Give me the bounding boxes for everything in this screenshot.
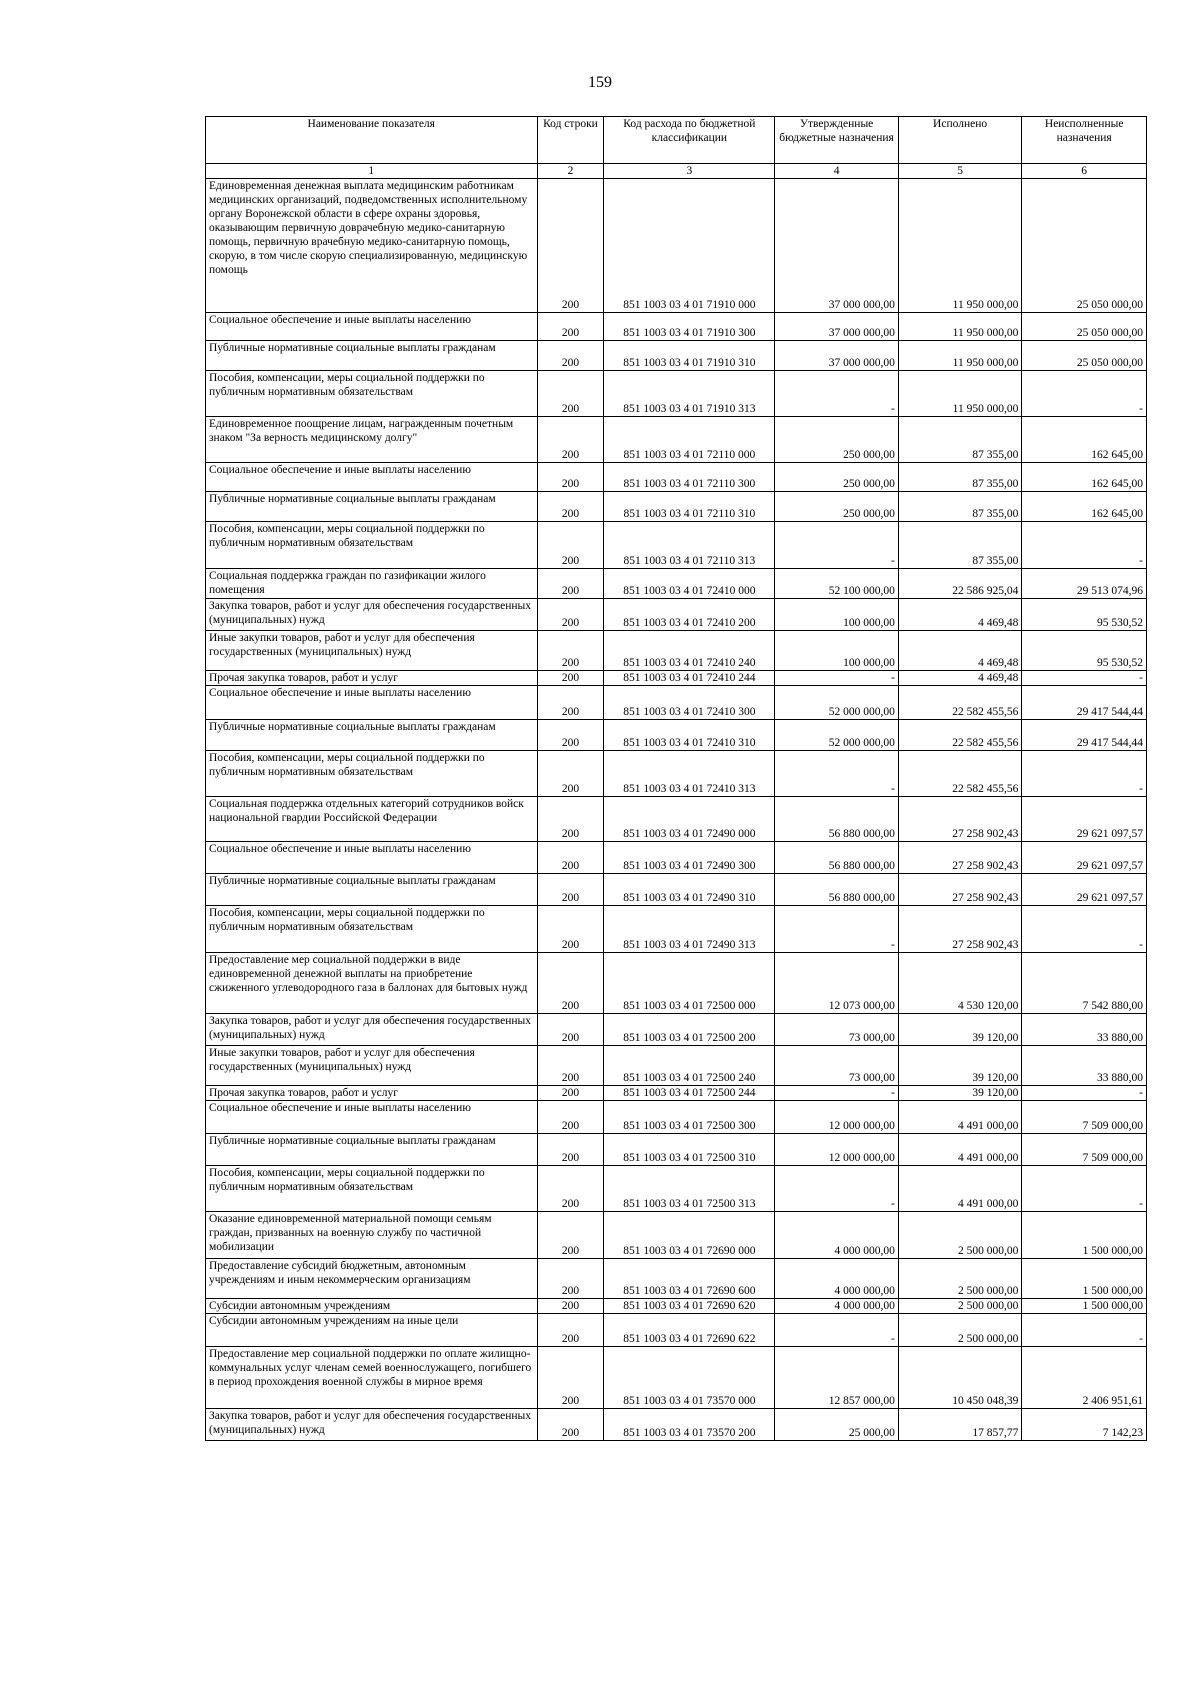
table-row (206, 1101, 1147, 1134)
table-row (206, 797, 1147, 842)
row-kbk-cell: 851 1003 03 4 01 72490 000 (604, 797, 775, 842)
row-name-cell: Публичные нормативные социальные выплаты гражданам (206, 341, 538, 371)
table-row (206, 874, 1147, 906)
row-unexecuted-cell: 33 880,00 (1022, 1014, 1147, 1046)
row-unexecuted-cell: - (1022, 751, 1147, 797)
column-number: 4 (775, 164, 899, 179)
row-code-cell: 200 (537, 599, 604, 631)
row-approved-cell: 73 000,00 (775, 1014, 899, 1046)
row-unexecuted-cell: - (1022, 1086, 1147, 1101)
table-row (206, 492, 1147, 522)
column-number: 5 (898, 164, 1022, 179)
row-unexecuted-cell: 7 509 000,00 (1022, 1101, 1147, 1134)
table-row (206, 599, 1147, 631)
row-unexecuted-cell: - (1022, 1166, 1147, 1212)
row-approved-cell: 56 880 000,00 (775, 874, 899, 906)
row-unexecuted-cell: 29 621 097,57 (1022, 874, 1147, 906)
header-kbk: Код расхода по бюджетной классификации (604, 117, 775, 164)
row-kbk-cell: 851 1003 03 4 01 72110 300 (604, 463, 775, 492)
row-unexecuted-cell: 1 500 000,00 (1022, 1259, 1147, 1299)
row-code-cell: 200 (537, 1299, 604, 1314)
row-code-cell: 200 (537, 1134, 604, 1166)
row-code-cell: 200 (537, 1259, 604, 1299)
row-kbk-cell: 851 1003 03 4 01 72500 310 (604, 1134, 775, 1166)
row-kbk-cell: 851 1003 03 4 01 71910 310 (604, 341, 775, 371)
row-kbk-cell: 851 1003 03 4 01 72500 244 (604, 1086, 775, 1101)
row-executed-cell: 17 857,77 (898, 1409, 1022, 1441)
row-code-cell: 200 (537, 631, 604, 671)
table-row (206, 1134, 1147, 1166)
table-row (206, 1046, 1147, 1086)
row-executed-cell: 4 491 000,00 (898, 1166, 1022, 1212)
table-row (206, 1299, 1147, 1314)
row-executed-cell: 10 450 048,39 (898, 1347, 1022, 1409)
row-name-cell: Пособия, компенсации, меры социальной поддержки по публичным нормативным обязательствам (206, 371, 538, 417)
row-name-cell: Пособия, компенсации, меры социальной поддержки по публичным нормативным обязательствам (206, 1166, 538, 1212)
row-name-cell: Оказание единовременной материальной помощи семьям граждан, призванных на военную службу по частичной мобилизации (206, 1212, 538, 1259)
row-approved-cell: - (775, 671, 899, 686)
row-kbk-cell: 851 1003 03 4 01 72410 000 (604, 569, 775, 599)
row-approved-cell: 52 000 000,00 (775, 686, 899, 720)
table-row (206, 720, 1147, 751)
row-unexecuted-cell: - (1022, 1314, 1147, 1347)
row-code-cell: 200 (537, 522, 604, 569)
row-unexecuted-cell: 95 530,52 (1022, 631, 1147, 671)
row-kbk-cell: 851 1003 03 4 01 73570 200 (604, 1409, 775, 1441)
row-code-cell: 200 (537, 874, 604, 906)
row-executed-cell: 4 469,48 (898, 631, 1022, 671)
table-row (206, 906, 1147, 953)
row-name-cell: Субсидии автономным учреждениям на иные цели (206, 1314, 538, 1347)
row-unexecuted-cell: - (1022, 371, 1147, 417)
table-row (206, 1086, 1147, 1101)
budget-execution-table (205, 116, 1147, 1441)
row-kbk-cell: 851 1003 03 4 01 72110 000 (604, 417, 775, 463)
row-executed-cell: 2 500 000,00 (898, 1314, 1022, 1347)
row-kbk-cell: 851 1003 03 4 01 72410 244 (604, 671, 775, 686)
table-row (206, 522, 1147, 569)
row-name-cell: Единовременное поощрение лицам, награжденным почетным знаком "За верность медицинскому долгу" (206, 417, 538, 463)
row-executed-cell: 2 500 000,00 (898, 1259, 1022, 1299)
row-kbk-cell: 851 1003 03 4 01 72690 000 (604, 1212, 775, 1259)
row-code-cell: 200 (537, 671, 604, 686)
table-row (206, 341, 1147, 371)
row-unexecuted-cell: 29 621 097,57 (1022, 797, 1147, 842)
row-unexecuted-cell: 29 417 544,44 (1022, 686, 1147, 720)
row-approved-cell: 56 880 000,00 (775, 797, 899, 842)
row-kbk-cell: 851 1003 03 4 01 72500 313 (604, 1166, 775, 1212)
row-kbk-cell: 851 1003 03 4 01 72110 313 (604, 522, 775, 569)
row-unexecuted-cell: 25 050 000,00 (1022, 341, 1147, 371)
row-name-cell: Закупка товаров, работ и услуг для обеспечения государственных (муниципальных) нужд (206, 1409, 538, 1441)
row-executed-cell: 87 355,00 (898, 463, 1022, 492)
row-executed-cell: 39 120,00 (898, 1086, 1022, 1101)
row-name-cell: Предоставление мер социальной поддержки в виде единовременной денежной выплаты на приобретение сжиженного углеводородного газа в баллонах для бытовых нужд (206, 953, 538, 1014)
row-unexecuted-cell: 25 050 000,00 (1022, 313, 1147, 341)
column-number: 2 (537, 164, 604, 179)
row-approved-cell: 100 000,00 (775, 631, 899, 671)
row-approved-cell: 100 000,00 (775, 599, 899, 631)
row-name-cell: Предоставление мер социальной поддержки по оплате жилищно-коммунальных услуг членам семей военнослужащего, погибшего в период прохождения военной службы в мирное время (206, 1347, 538, 1409)
row-kbk-cell: 851 1003 03 4 01 71910 300 (604, 313, 775, 341)
row-executed-cell: 39 120,00 (898, 1014, 1022, 1046)
row-kbk-cell: 851 1003 03 4 01 71910 313 (604, 371, 775, 417)
row-code-cell: 200 (537, 1409, 604, 1441)
row-kbk-cell: 851 1003 03 4 01 72500 000 (604, 953, 775, 1014)
row-approved-cell: - (775, 1314, 899, 1347)
table-row (206, 1014, 1147, 1046)
row-kbk-cell: 851 1003 03 4 01 72410 300 (604, 686, 775, 720)
page-number: 159 (588, 74, 612, 91)
row-executed-cell: 4 530 120,00 (898, 953, 1022, 1014)
row-unexecuted-cell: 7 142,23 (1022, 1409, 1147, 1441)
row-code-cell: 200 (537, 797, 604, 842)
row-kbk-cell: 851 1003 03 4 01 72490 310 (604, 874, 775, 906)
row-kbk-cell: 851 1003 03 4 01 72500 200 (604, 1014, 775, 1046)
row-code-cell: 200 (537, 492, 604, 522)
column-number-row (206, 164, 1147, 179)
row-approved-cell: - (775, 1086, 899, 1101)
row-kbk-cell: 851 1003 03 4 01 72410 310 (604, 720, 775, 751)
table-row (206, 417, 1147, 463)
table-row (206, 1212, 1147, 1259)
row-approved-cell: 25 000,00 (775, 1409, 899, 1441)
column-number: 6 (1022, 164, 1147, 179)
row-approved-cell: - (775, 906, 899, 953)
row-unexecuted-cell: 29 513 074,96 (1022, 569, 1147, 599)
row-kbk-cell: 851 1003 03 4 01 72490 313 (604, 906, 775, 953)
column-number: 3 (604, 164, 775, 179)
row-name-cell: Пособия, компенсации, меры социальной поддержки по публичным нормативным обязательствам (206, 522, 538, 569)
table-row (206, 371, 1147, 417)
table-row (206, 569, 1147, 599)
row-approved-cell: 12 857 000,00 (775, 1347, 899, 1409)
row-approved-cell: 4 000 000,00 (775, 1299, 899, 1314)
row-approved-cell: 12 000 000,00 (775, 1101, 899, 1134)
row-name-cell: Предоставление субсидий бюджетным, автономным учреждениям и иным некоммерческим организациям (206, 1259, 538, 1299)
row-kbk-cell: 851 1003 03 4 01 72500 300 (604, 1101, 775, 1134)
row-kbk-cell: 851 1003 03 4 01 72410 200 (604, 599, 775, 631)
table-row (206, 1259, 1147, 1299)
row-executed-cell: 22 582 455,56 (898, 686, 1022, 720)
row-code-cell: 200 (537, 1166, 604, 1212)
row-name-cell: Социальная поддержка граждан по газификации жилого помещения (206, 569, 538, 599)
table-row (206, 1347, 1147, 1409)
row-code-cell: 200 (537, 842, 604, 874)
row-unexecuted-cell: - (1022, 671, 1147, 686)
row-name-cell: Социальное обеспечение и иные выплаты населению (206, 842, 538, 874)
table-header-row (206, 117, 1147, 164)
row-name-cell: Публичные нормативные социальные выплаты гражданам (206, 874, 538, 906)
row-kbk-cell: 851 1003 03 4 01 72490 300 (604, 842, 775, 874)
row-unexecuted-cell: 162 645,00 (1022, 463, 1147, 492)
row-executed-cell: 2 500 000,00 (898, 1212, 1022, 1259)
row-name-cell: Закупка товаров, работ и услуг для обеспечения государственных (муниципальных) нужд (206, 599, 538, 631)
row-code-cell: 200 (537, 417, 604, 463)
row-approved-cell: 250 000,00 (775, 463, 899, 492)
row-unexecuted-cell: 29 417 544,44 (1022, 720, 1147, 751)
row-approved-cell: 250 000,00 (775, 417, 899, 463)
row-unexecuted-cell: - (1022, 906, 1147, 953)
row-unexecuted-cell: 1 500 000,00 (1022, 1299, 1147, 1314)
table-row (206, 313, 1147, 341)
row-kbk-cell: 851 1003 03 4 01 73570 000 (604, 1347, 775, 1409)
header-approved: Утвержденные бюджетные назначения (775, 117, 899, 164)
row-name-cell: Публичные нормативные социальные выплаты гражданам (206, 1134, 538, 1166)
row-code-cell: 200 (537, 463, 604, 492)
row-name-cell: Прочая закупка товаров, работ и услуг (206, 671, 538, 686)
row-code-cell: 200 (537, 1014, 604, 1046)
row-code-cell: 200 (537, 1101, 604, 1134)
row-approved-cell: 37 000 000,00 (775, 313, 899, 341)
row-executed-cell: 2 500 000,00 (898, 1299, 1022, 1314)
row-kbk-cell: 851 1003 03 4 01 72690 620 (604, 1299, 775, 1314)
row-executed-cell: 11 950 000,00 (898, 179, 1022, 313)
row-executed-cell: 22 582 455,56 (898, 751, 1022, 797)
row-code-cell: 200 (537, 1347, 604, 1409)
table-row (206, 1166, 1147, 1212)
table-row (206, 751, 1147, 797)
row-name-cell: Социальное обеспечение и иные выплаты населению (206, 1101, 538, 1134)
row-approved-cell: 73 000,00 (775, 1046, 899, 1086)
row-executed-cell: 87 355,00 (898, 417, 1022, 463)
row-executed-cell: 27 258 902,43 (898, 874, 1022, 906)
row-approved-cell: 12 073 000,00 (775, 953, 899, 1014)
row-code-cell: 200 (537, 686, 604, 720)
row-executed-cell: 4 469,48 (898, 599, 1022, 631)
row-executed-cell: 39 120,00 (898, 1046, 1022, 1086)
row-unexecuted-cell: 95 530,52 (1022, 599, 1147, 631)
row-approved-cell: - (775, 522, 899, 569)
row-executed-cell: 87 355,00 (898, 522, 1022, 569)
row-unexecuted-cell: 25 050 000,00 (1022, 179, 1147, 313)
row-approved-cell: 37 000 000,00 (775, 179, 899, 313)
row-name-cell: Социальное обеспечение и иные выплаты населению (206, 313, 538, 341)
row-name-cell: Иные закупки товаров, работ и услуг для обеспечения государственных (муниципальных) нужд (206, 631, 538, 671)
row-executed-cell: 4 491 000,00 (898, 1134, 1022, 1166)
row-code-cell: 200 (537, 1046, 604, 1086)
header-executed: Исполнено (898, 117, 1022, 164)
row-name-cell: Закупка товаров, работ и услуг для обеспечения государственных (муниципальных) нужд (206, 1014, 538, 1046)
header-code: Код строки (537, 117, 604, 164)
row-approved-cell: 37 000 000,00 (775, 341, 899, 371)
row-code-cell: 200 (537, 341, 604, 371)
row-kbk-cell: 851 1003 03 4 01 71910 000 (604, 179, 775, 313)
row-name-cell: Прочая закупка товаров, работ и услуг (206, 1086, 538, 1101)
row-executed-cell: 4 491 000,00 (898, 1101, 1022, 1134)
row-code-cell: 200 (537, 179, 604, 313)
row-kbk-cell: 851 1003 03 4 01 72690 600 (604, 1259, 775, 1299)
table-body (206, 179, 1147, 1441)
row-approved-cell: 56 880 000,00 (775, 842, 899, 874)
row-unexecuted-cell: - (1022, 522, 1147, 569)
row-name-cell: Публичные нормативные социальные выплаты гражданам (206, 720, 538, 751)
row-kbk-cell: 851 1003 03 4 01 72690 622 (604, 1314, 775, 1347)
row-name-cell: Социальное обеспечение и иные выплаты населению (206, 463, 538, 492)
row-unexecuted-cell: 29 621 097,57 (1022, 842, 1147, 874)
row-approved-cell: - (775, 371, 899, 417)
row-unexecuted-cell: 7 509 000,00 (1022, 1134, 1147, 1166)
table-row (206, 842, 1147, 874)
row-executed-cell: 87 355,00 (898, 492, 1022, 522)
row-approved-cell: 52 100 000,00 (775, 569, 899, 599)
row-approved-cell: 4 000 000,00 (775, 1259, 899, 1299)
row-code-cell: 200 (537, 1212, 604, 1259)
row-executed-cell: 11 950 000,00 (898, 341, 1022, 371)
row-unexecuted-cell: 162 645,00 (1022, 492, 1147, 522)
row-unexecuted-cell: 33 880,00 (1022, 1046, 1147, 1086)
row-name-cell: Единовременная денежная выплата медицинским работникам медицинских организаций, подведомственных исполнительному органу Воронежской области в сфере охраны здоровья, оказывающим первичную доврачебную медико-санитарную помощь, первичную врачебную медико-санитарную помощь, скорую, в том числе скорую специализированную, медицинскую помощь (206, 179, 538, 313)
row-code-cell: 200 (537, 720, 604, 751)
row-code-cell: 200 (537, 906, 604, 953)
row-name-cell: Субсидии автономным учреждениям (206, 1299, 538, 1314)
row-approved-cell: - (775, 1166, 899, 1212)
column-number: 1 (206, 164, 538, 179)
table-row (206, 686, 1147, 720)
row-unexecuted-cell: 162 645,00 (1022, 417, 1147, 463)
row-kbk-cell: 851 1003 03 4 01 72110 310 (604, 492, 775, 522)
row-approved-cell: 52 000 000,00 (775, 720, 899, 751)
row-executed-cell: 11 950 000,00 (898, 313, 1022, 341)
table-row (206, 1409, 1147, 1441)
row-code-cell: 200 (537, 313, 604, 341)
row-executed-cell: 27 258 902,43 (898, 797, 1022, 842)
row-name-cell: Пособия, компенсации, меры социальной поддержки по публичным нормативным обязательствам (206, 906, 538, 953)
row-unexecuted-cell: 2 406 951,61 (1022, 1347, 1147, 1409)
row-code-cell: 200 (537, 371, 604, 417)
table-row (206, 631, 1147, 671)
row-name-cell: Социальная поддержка отдельных категорий сотрудников войск национальной гвардии Российской Федерации (206, 797, 538, 842)
table-row (206, 179, 1147, 313)
table-row (206, 463, 1147, 492)
row-executed-cell: 4 469,48 (898, 671, 1022, 686)
row-name-cell: Иные закупки товаров, работ и услуг для обеспечения государственных (муниципальных) нужд (206, 1046, 538, 1086)
row-executed-cell: 27 258 902,43 (898, 906, 1022, 953)
row-unexecuted-cell: 7 542 880,00 (1022, 953, 1147, 1014)
row-code-cell: 200 (537, 569, 604, 599)
table-row (206, 1314, 1147, 1347)
row-kbk-cell: 851 1003 03 4 01 72410 313 (604, 751, 775, 797)
row-name-cell: Социальное обеспечение и иные выплаты населению (206, 686, 538, 720)
row-kbk-cell: 851 1003 03 4 01 72500 240 (604, 1046, 775, 1086)
header-unexecuted: Неисполненные назначения (1022, 117, 1147, 164)
table-row (206, 953, 1147, 1014)
row-code-cell: 200 (537, 1314, 604, 1347)
table-row (206, 671, 1147, 686)
row-executed-cell: 22 582 455,56 (898, 720, 1022, 751)
row-approved-cell: 12 000 000,00 (775, 1134, 899, 1166)
row-approved-cell: 4 000 000,00 (775, 1212, 899, 1259)
row-executed-cell: 11 950 000,00 (898, 371, 1022, 417)
header-name: Наименование показателя (206, 117, 538, 164)
row-name-cell: Пособия, компенсации, меры социальной поддержки по публичным нормативным обязательствам (206, 751, 538, 797)
row-code-cell: 200 (537, 953, 604, 1014)
row-executed-cell: 27 258 902,43 (898, 842, 1022, 874)
row-approved-cell: 250 000,00 (775, 492, 899, 522)
row-executed-cell: 22 586 925,04 (898, 569, 1022, 599)
row-name-cell: Публичные нормативные социальные выплаты гражданам (206, 492, 538, 522)
row-approved-cell: - (775, 751, 899, 797)
row-code-cell: 200 (537, 1086, 604, 1101)
row-code-cell: 200 (537, 751, 604, 797)
row-kbk-cell: 851 1003 03 4 01 72410 240 (604, 631, 775, 671)
row-unexecuted-cell: 1 500 000,00 (1022, 1212, 1147, 1259)
